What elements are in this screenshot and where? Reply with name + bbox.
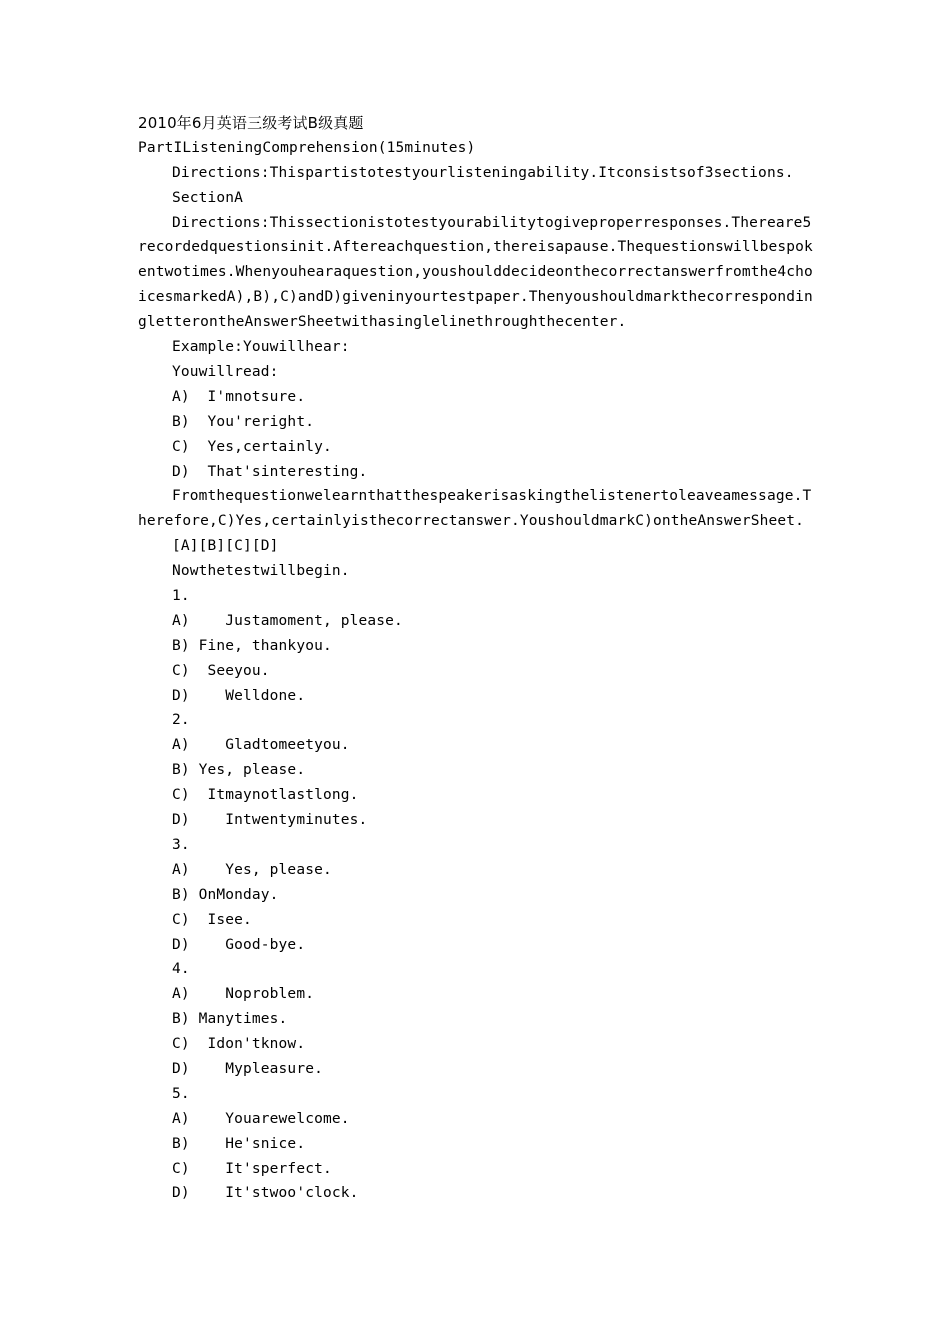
question-number: 4.: [172, 961, 190, 978]
question-number: 1.: [172, 588, 190, 605]
test-begin: Nowthetestwillbegin.: [172, 563, 350, 580]
question-option: C) Isee.: [172, 911, 252, 928]
question-option: B) Fine, thankyou.: [172, 637, 332, 654]
example-option: C) Yes,certainly.: [172, 438, 332, 455]
answer-marks: [A][B][C][D]: [172, 538, 279, 555]
section-heading: SectionA: [172, 189, 244, 206]
example-option: D) That'sinteresting.: [172, 463, 368, 480]
question-option: C) Seeyou.: [172, 662, 270, 679]
question-option: D) Welldone.: [172, 687, 306, 704]
example-explanation-text: Fromthequestionwelearnthatthespeakerisaskingthelistenertoleaveamessage.Therefore,C)Yes,certainlyisthecorrectanswer.YoushouldmarkC)ontheAnswerSheet.: [138, 488, 812, 530]
question-number: 5.: [172, 1085, 190, 1102]
question-option: B) Yes, please.: [172, 762, 306, 779]
section-directions: [138, 211, 818, 336]
example-option: B) You'reright.: [172, 413, 315, 430]
part-heading: PartIListeningComprehension(15minutes): [138, 139, 476, 156]
document-title: 2010年6月英语三级考试B级真题: [138, 114, 364, 132]
question-option: B) Manytimes.: [172, 1011, 288, 1028]
question-option: C) Idon'tknow.: [172, 1036, 306, 1053]
question-option: D) Good-bye.: [172, 936, 306, 953]
example-option: A) I'mnotsure.: [172, 388, 306, 405]
example-explanation: [138, 484, 818, 534]
question-number: 2.: [172, 712, 190, 729]
question-option: A) Noproblem.: [172, 986, 315, 1003]
question-option: C) It'sperfect.: [172, 1160, 332, 1177]
example-read: Youwillread:: [172, 363, 279, 380]
part-directions: Directions:Thispartistotestyourlisteningability.Itconsistsof3sections.: [172, 164, 794, 181]
question-option: A) Yes, please.: [172, 861, 332, 878]
example-hear: Example:Youwillhear:: [172, 339, 350, 356]
question-option: B) He'snice.: [172, 1135, 306, 1152]
question-option: D) It'stwoo'clock.: [172, 1185, 359, 1202]
section-directions-text: Directions:Thissectionistotestyourabilitytogiveproperresponses.Thereare5recordedquestionsinit.Aftereachquestion,thereisapause.Thequestionswillbespokentwotimes.Whenyouhearaquestion,youshoulddecideonthecorrectanswerfromthe4choicesmarkedA),B),C)andD)giveninyourtestpaper.ThenyoushouldmarkthecorrespondingletterontheAnswerSheetwithasinglelinethroughthecenter.: [138, 214, 813, 331]
question-option: B) OnMonday.: [172, 886, 279, 903]
document-page: [138, 111, 818, 1206]
question-option: A) Justamoment, please.: [172, 612, 403, 629]
question-number: 3.: [172, 836, 190, 853]
question-option: A) Gladtomeetyou.: [172, 737, 350, 754]
question-option: C) Itmaynotlastlong.: [172, 787, 359, 804]
question-option: A) Youarewelcome.: [172, 1110, 350, 1127]
question-option: D) Mypleasure.: [172, 1060, 323, 1077]
question-option: D) Intwentyminutes.: [172, 812, 368, 829]
